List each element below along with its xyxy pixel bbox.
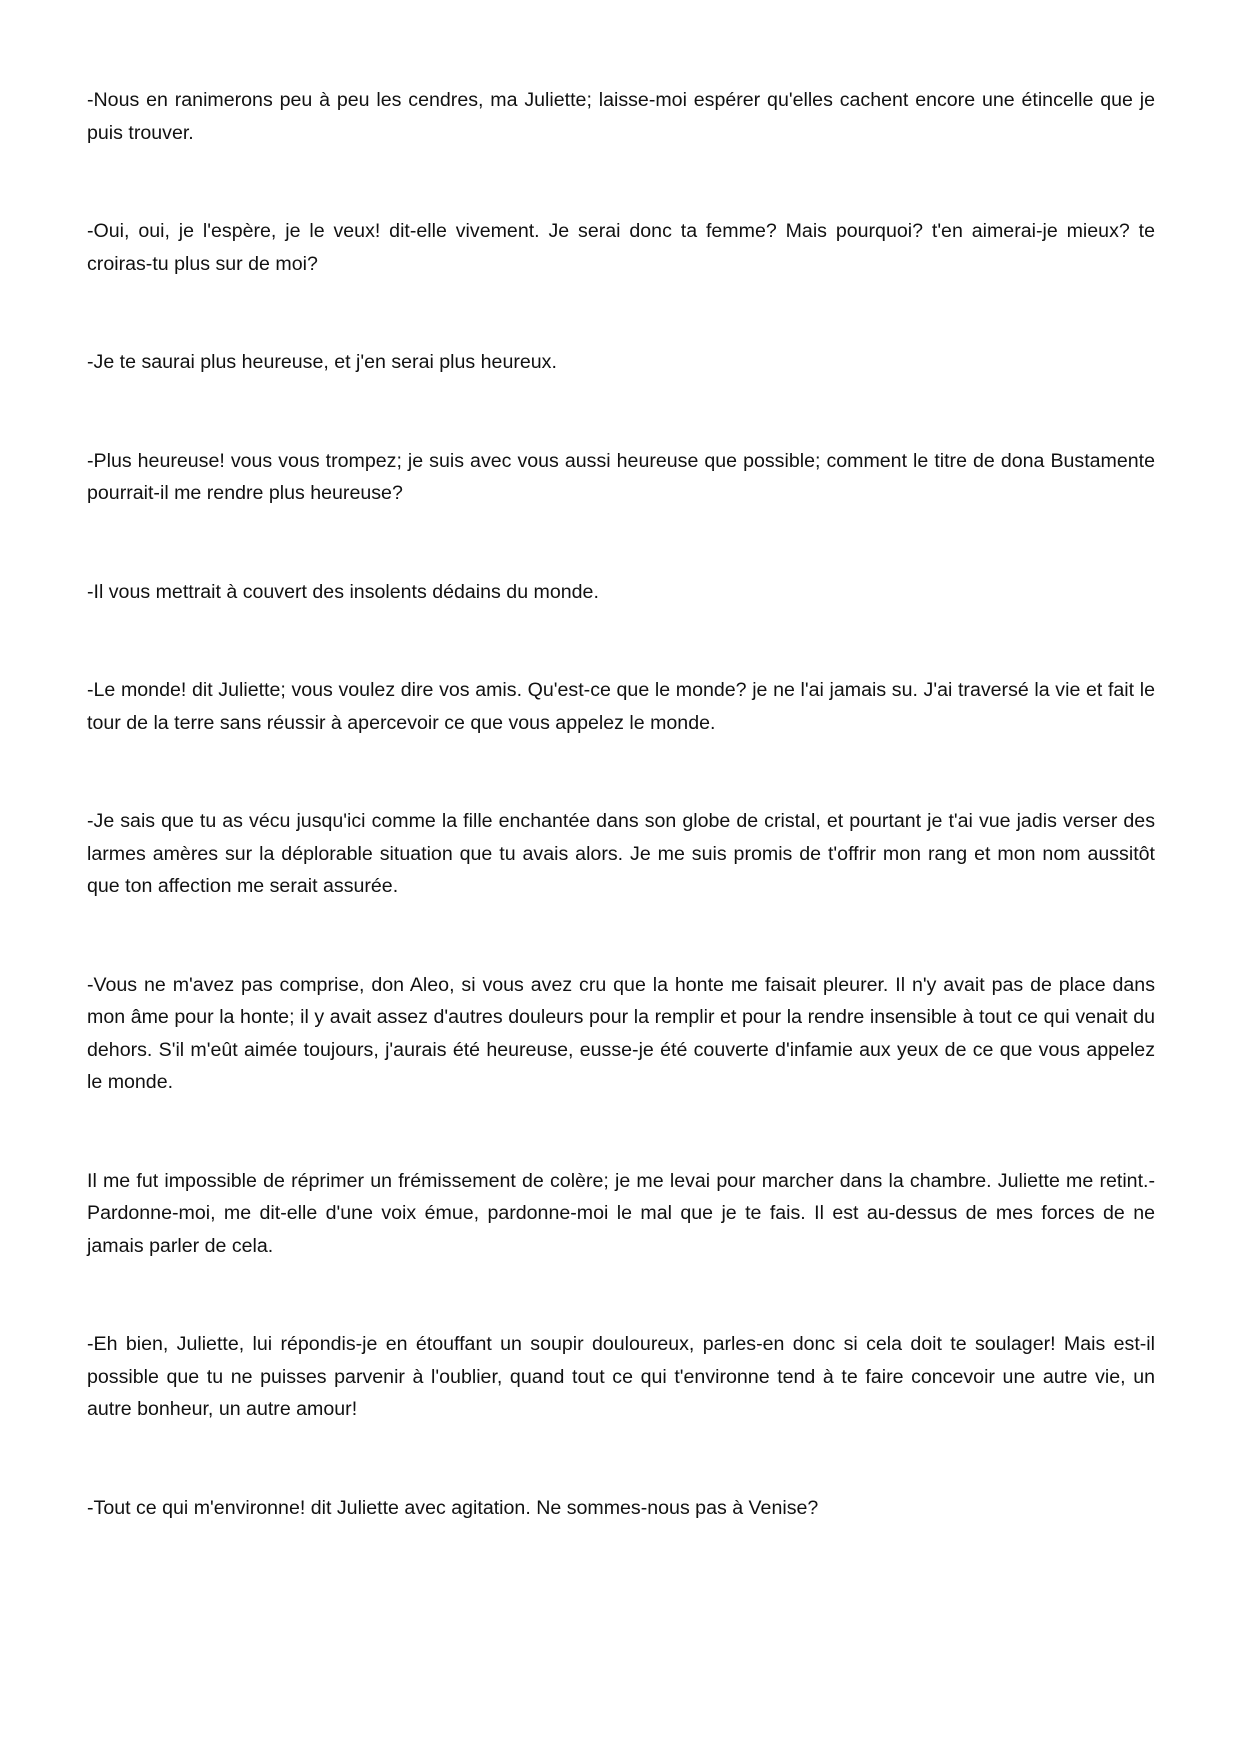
paragraph: -Eh bien, Juliette, lui répondis-je en étouffant un soupir douloureux, parles-en donc si cela doit te soulager! Mais est-il possible que tu ne puisses parvenir à l'oublier, quand tout ce qui t'environne tend à te faire concevoir une autre vie, un autre bonheur, un autre amour! (87, 1333, 1155, 1420)
paragraph: -Je te saurai plus heureuse, et j'en serai plus heureux. (87, 351, 557, 373)
paragraph: -Vous ne m'avez pas comprise, don Aleo, si vous avez cru que la honte me faisait pleurer. Il n'y avait pas de place dans mon âme pour la honte; il y avait assez d'autres douleurs pour la remplir et pour la rendre insensible à tout ce qui venait du dehors. S'il m'eût aimée toujours, j'aurais été heureuse, eusse-je été couverte d'infamie aux yeux de ce que vous appelez le monde. (87, 973, 1155, 1093)
paragraph: -Nous en ranimerons peu à peu les cendres, ma Juliette; laisse-moi espérer qu'elles cachent encore une étincelle que je puis trouver. (87, 89, 1155, 144)
paragraph: -Plus heureuse! vous vous trompez; je suis avec vous aussi heureuse que possible; comment le titre de dona Bustamente pourrait-il me rendre plus heureuse? (87, 449, 1155, 504)
paragraph: Il me fut impossible de réprimer un frémissement de colère; je me levai pour marcher dans la chambre. Juliette me retint.-Pardonne-moi, me dit-elle d'une voix émue, pardonne-moi le mal que je te fais. Il est au-dessus de mes forces de ne jamais parler de cela. (87, 1169, 1155, 1257)
paragraph: -Il vous mettrait à couvert des insolents dédains du monde. (87, 580, 599, 603)
paragraph: -Le monde! dit Juliette; vous voulez dire vos amis. Qu'est-ce que le monde? je ne l'ai jamais su. J'ai traversé la vie et fait le tour de la terre sans réussir à apercevoir ce que vous appelez le monde. (87, 679, 1155, 734)
paragraph: -Oui, oui, je l'espère, je le veux! dit-elle vivement. Je serai donc ta femme? Mais pourquoi? t'en aimerai-je mieux? te croiras-tu plus sur de moi? (87, 220, 1155, 275)
paragraph: -Tout ce qui m'environne! dit Juliette avec agitation. Ne sommes-nous pas à Venise? (87, 1496, 819, 1519)
text-column (87, 84, 1155, 1524)
paragraph: -Je sais que tu as vécu jusqu'ici comme la fille enchantée dans son globe de cristal, et pourtant je t'ai vue jadis verser des larmes amères sur la déplorable situation que tu avais alors. Je me suis promis de t'offrir mon rang et mon nom aussitôt que ton affection me serait assurée. (87, 810, 1155, 897)
